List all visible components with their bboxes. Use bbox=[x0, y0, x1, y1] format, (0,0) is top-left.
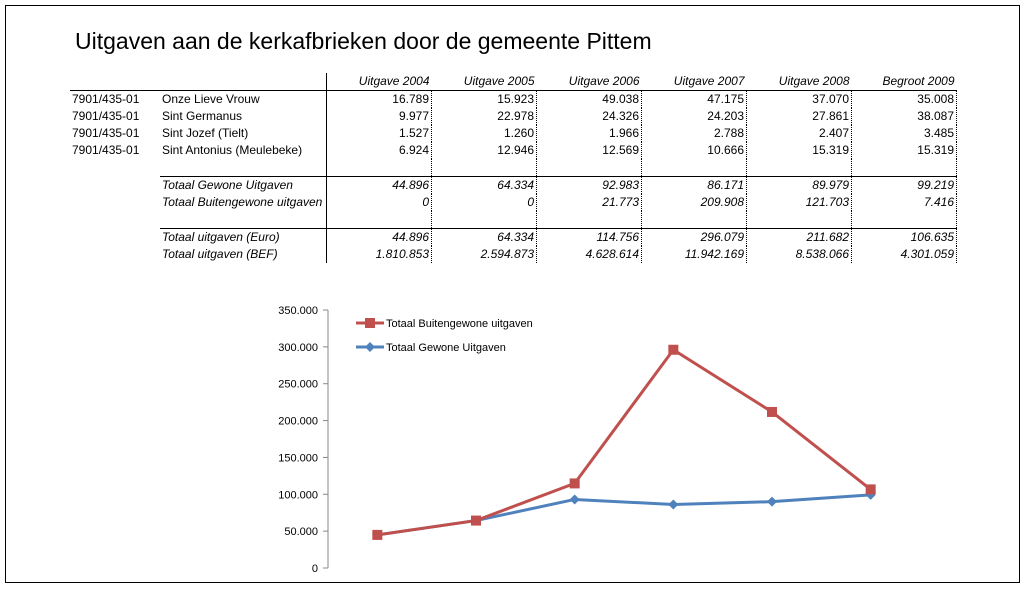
row-value: 24.326 bbox=[537, 108, 642, 125]
spacer-cell bbox=[852, 211, 957, 229]
row-value: 10.666 bbox=[642, 142, 747, 159]
data-point-square bbox=[570, 478, 580, 488]
table-spacer-row bbox=[70, 159, 957, 177]
y-tick-label: 150.000 bbox=[278, 452, 318, 465]
row-value: 8.538.066 bbox=[747, 246, 852, 263]
row-value: 64.334 bbox=[432, 177, 537, 195]
row-value: 21.773 bbox=[537, 194, 642, 211]
row-value: 16.789 bbox=[327, 91, 432, 109]
row-value: 1.260 bbox=[432, 125, 537, 142]
data-point-diamond bbox=[668, 499, 678, 509]
legend-marker-diamond bbox=[365, 342, 375, 352]
expenses-line-chart bbox=[260, 300, 960, 585]
series-line bbox=[377, 495, 870, 535]
row-value: 22.978 bbox=[432, 108, 537, 125]
y-tick-label: 300.000 bbox=[278, 341, 318, 354]
spacer-cell bbox=[70, 211, 160, 229]
row-value: 37.070 bbox=[747, 91, 852, 109]
column-header: Begroot 2009 bbox=[852, 73, 957, 91]
row-value: 47.175 bbox=[642, 91, 747, 109]
spacer-cell bbox=[327, 211, 432, 229]
row-code: 7901/435-01 bbox=[72, 126, 140, 140]
data-point-diamond bbox=[570, 494, 580, 504]
row-value: 35.008 bbox=[852, 91, 957, 109]
row-value: 12.946 bbox=[432, 142, 537, 159]
spacer-cell bbox=[327, 159, 432, 177]
row-name: Totaal Buitengewone uitgaven bbox=[160, 194, 327, 211]
spacer-cell bbox=[642, 211, 747, 229]
row-value: 9.977 bbox=[327, 108, 432, 125]
column-header: Uitgave 2006 bbox=[537, 73, 642, 91]
row-value: 2.407 bbox=[747, 125, 852, 142]
data-point-square bbox=[866, 484, 876, 494]
row-value: 44.896 bbox=[327, 229, 432, 247]
row-code: 7901/435-01 bbox=[72, 143, 140, 157]
y-tick-label: 200.000 bbox=[278, 415, 318, 428]
row-value: 15.319 bbox=[747, 142, 852, 159]
legend-label: Totaal Gewone Uitgaven bbox=[386, 342, 506, 354]
row-value: 211.682 bbox=[747, 229, 852, 247]
table-row bbox=[70, 194, 957, 211]
row-value: 296.079 bbox=[642, 229, 747, 247]
row-value: 27.861 bbox=[747, 108, 852, 125]
spacer-cell bbox=[432, 211, 537, 229]
column-header: Uitgave 2007 bbox=[642, 73, 747, 91]
row-value: 114.756 bbox=[537, 229, 642, 247]
row-value: 0 bbox=[432, 194, 537, 211]
spacer-cell bbox=[432, 159, 537, 177]
y-tick-label: 100.000 bbox=[278, 489, 318, 502]
row-value: 38.087 bbox=[852, 108, 957, 125]
row-value: 121.703 bbox=[747, 194, 852, 211]
table-row bbox=[70, 142, 957, 159]
row-value: 1.966 bbox=[537, 125, 642, 142]
spacer-cell bbox=[537, 211, 642, 229]
row-value: 99.219 bbox=[852, 177, 957, 195]
legend-label: Totaal Buitengewone uitgaven bbox=[386, 318, 533, 330]
expenses-table bbox=[70, 73, 957, 263]
row-name: Totaal Gewone Uitgaven bbox=[160, 177, 327, 195]
table-row bbox=[70, 125, 957, 142]
row-name: Sint Antonius (Meulebeke) bbox=[160, 142, 327, 159]
y-tick-label: 350.000 bbox=[278, 305, 318, 317]
row-value: 3.485 bbox=[852, 125, 957, 142]
row-value: 44.896 bbox=[327, 177, 432, 195]
y-tick-label: 50.000 bbox=[284, 526, 318, 539]
row-name: Totaal uitgaven (Euro) bbox=[160, 229, 327, 247]
column-header: Uitgave 2004 bbox=[327, 73, 432, 91]
table-row bbox=[70, 108, 957, 125]
row-value: 49.038 bbox=[537, 91, 642, 109]
table-header-row bbox=[70, 73, 957, 91]
row-value: 4.301.059 bbox=[852, 246, 957, 263]
row-value: 2.594.873 bbox=[432, 246, 537, 263]
header-blank-cell bbox=[70, 73, 160, 91]
table-row bbox=[70, 177, 957, 195]
row-value: 86.171 bbox=[642, 177, 747, 195]
series-line bbox=[377, 350, 870, 535]
row-value: 64.334 bbox=[432, 229, 537, 247]
data-point-square bbox=[471, 516, 481, 526]
spacer-cell bbox=[160, 159, 327, 177]
spacer-cell bbox=[537, 159, 642, 177]
table-row bbox=[70, 91, 957, 109]
row-value: 15.319 bbox=[852, 142, 957, 159]
data-point-diamond bbox=[767, 497, 777, 507]
data-point-square bbox=[668, 345, 678, 355]
spacer-cell bbox=[747, 211, 852, 229]
row-value: 2.788 bbox=[642, 125, 747, 142]
row-value: 1.527 bbox=[327, 125, 432, 142]
row-value: 209.908 bbox=[642, 194, 747, 211]
row-code: 7901/435-01 bbox=[72, 109, 140, 123]
row-value: 0 bbox=[327, 194, 432, 211]
spacer-cell bbox=[747, 159, 852, 177]
row-name: Sint Germanus bbox=[160, 108, 327, 125]
row-value: 11.942.169 bbox=[642, 246, 747, 263]
legend-marker-square bbox=[365, 318, 375, 328]
row-value: 89.979 bbox=[747, 177, 852, 195]
header-blank-cell bbox=[160, 73, 327, 91]
row-name: Onze Lieve Vrouw bbox=[160, 91, 327, 109]
page-title: Uitgaven aan de kerkafbrieken door de gemeente Pittem bbox=[75, 28, 652, 54]
y-tick-label: 250.000 bbox=[278, 378, 318, 391]
data-point-square bbox=[767, 407, 777, 417]
column-header: Uitgave 2005 bbox=[432, 73, 537, 91]
row-value: 12.569 bbox=[537, 142, 642, 159]
row-value: 24.203 bbox=[642, 108, 747, 125]
row-value: 6.924 bbox=[327, 142, 432, 159]
table-row bbox=[70, 229, 957, 247]
spacer-cell bbox=[70, 159, 160, 177]
row-value: 106.635 bbox=[852, 229, 957, 247]
column-header: Uitgave 2008 bbox=[747, 73, 852, 91]
row-name: Totaal uitgaven (BEF) bbox=[160, 246, 327, 263]
row-value: 92.983 bbox=[537, 177, 642, 195]
row-value: 15.923 bbox=[432, 91, 537, 109]
row-code bbox=[70, 246, 160, 263]
y-tick-label: 0 bbox=[311, 563, 318, 575]
row-code bbox=[70, 229, 160, 247]
row-code bbox=[70, 177, 160, 195]
spacer-cell bbox=[852, 159, 957, 177]
row-code: 7901/435-01 bbox=[72, 92, 140, 106]
spacer-cell bbox=[160, 211, 327, 229]
row-name: Sint Jozef (Tielt) bbox=[160, 125, 327, 142]
data-point-square bbox=[372, 530, 382, 540]
table-spacer-row bbox=[70, 211, 957, 229]
row-value: 1.810.853 bbox=[327, 246, 432, 263]
spacer-cell bbox=[642, 159, 747, 177]
row-value: 7.416 bbox=[852, 194, 957, 211]
table-row bbox=[70, 246, 957, 263]
row-value: 4.628.614 bbox=[537, 246, 642, 263]
row-code bbox=[70, 194, 160, 211]
